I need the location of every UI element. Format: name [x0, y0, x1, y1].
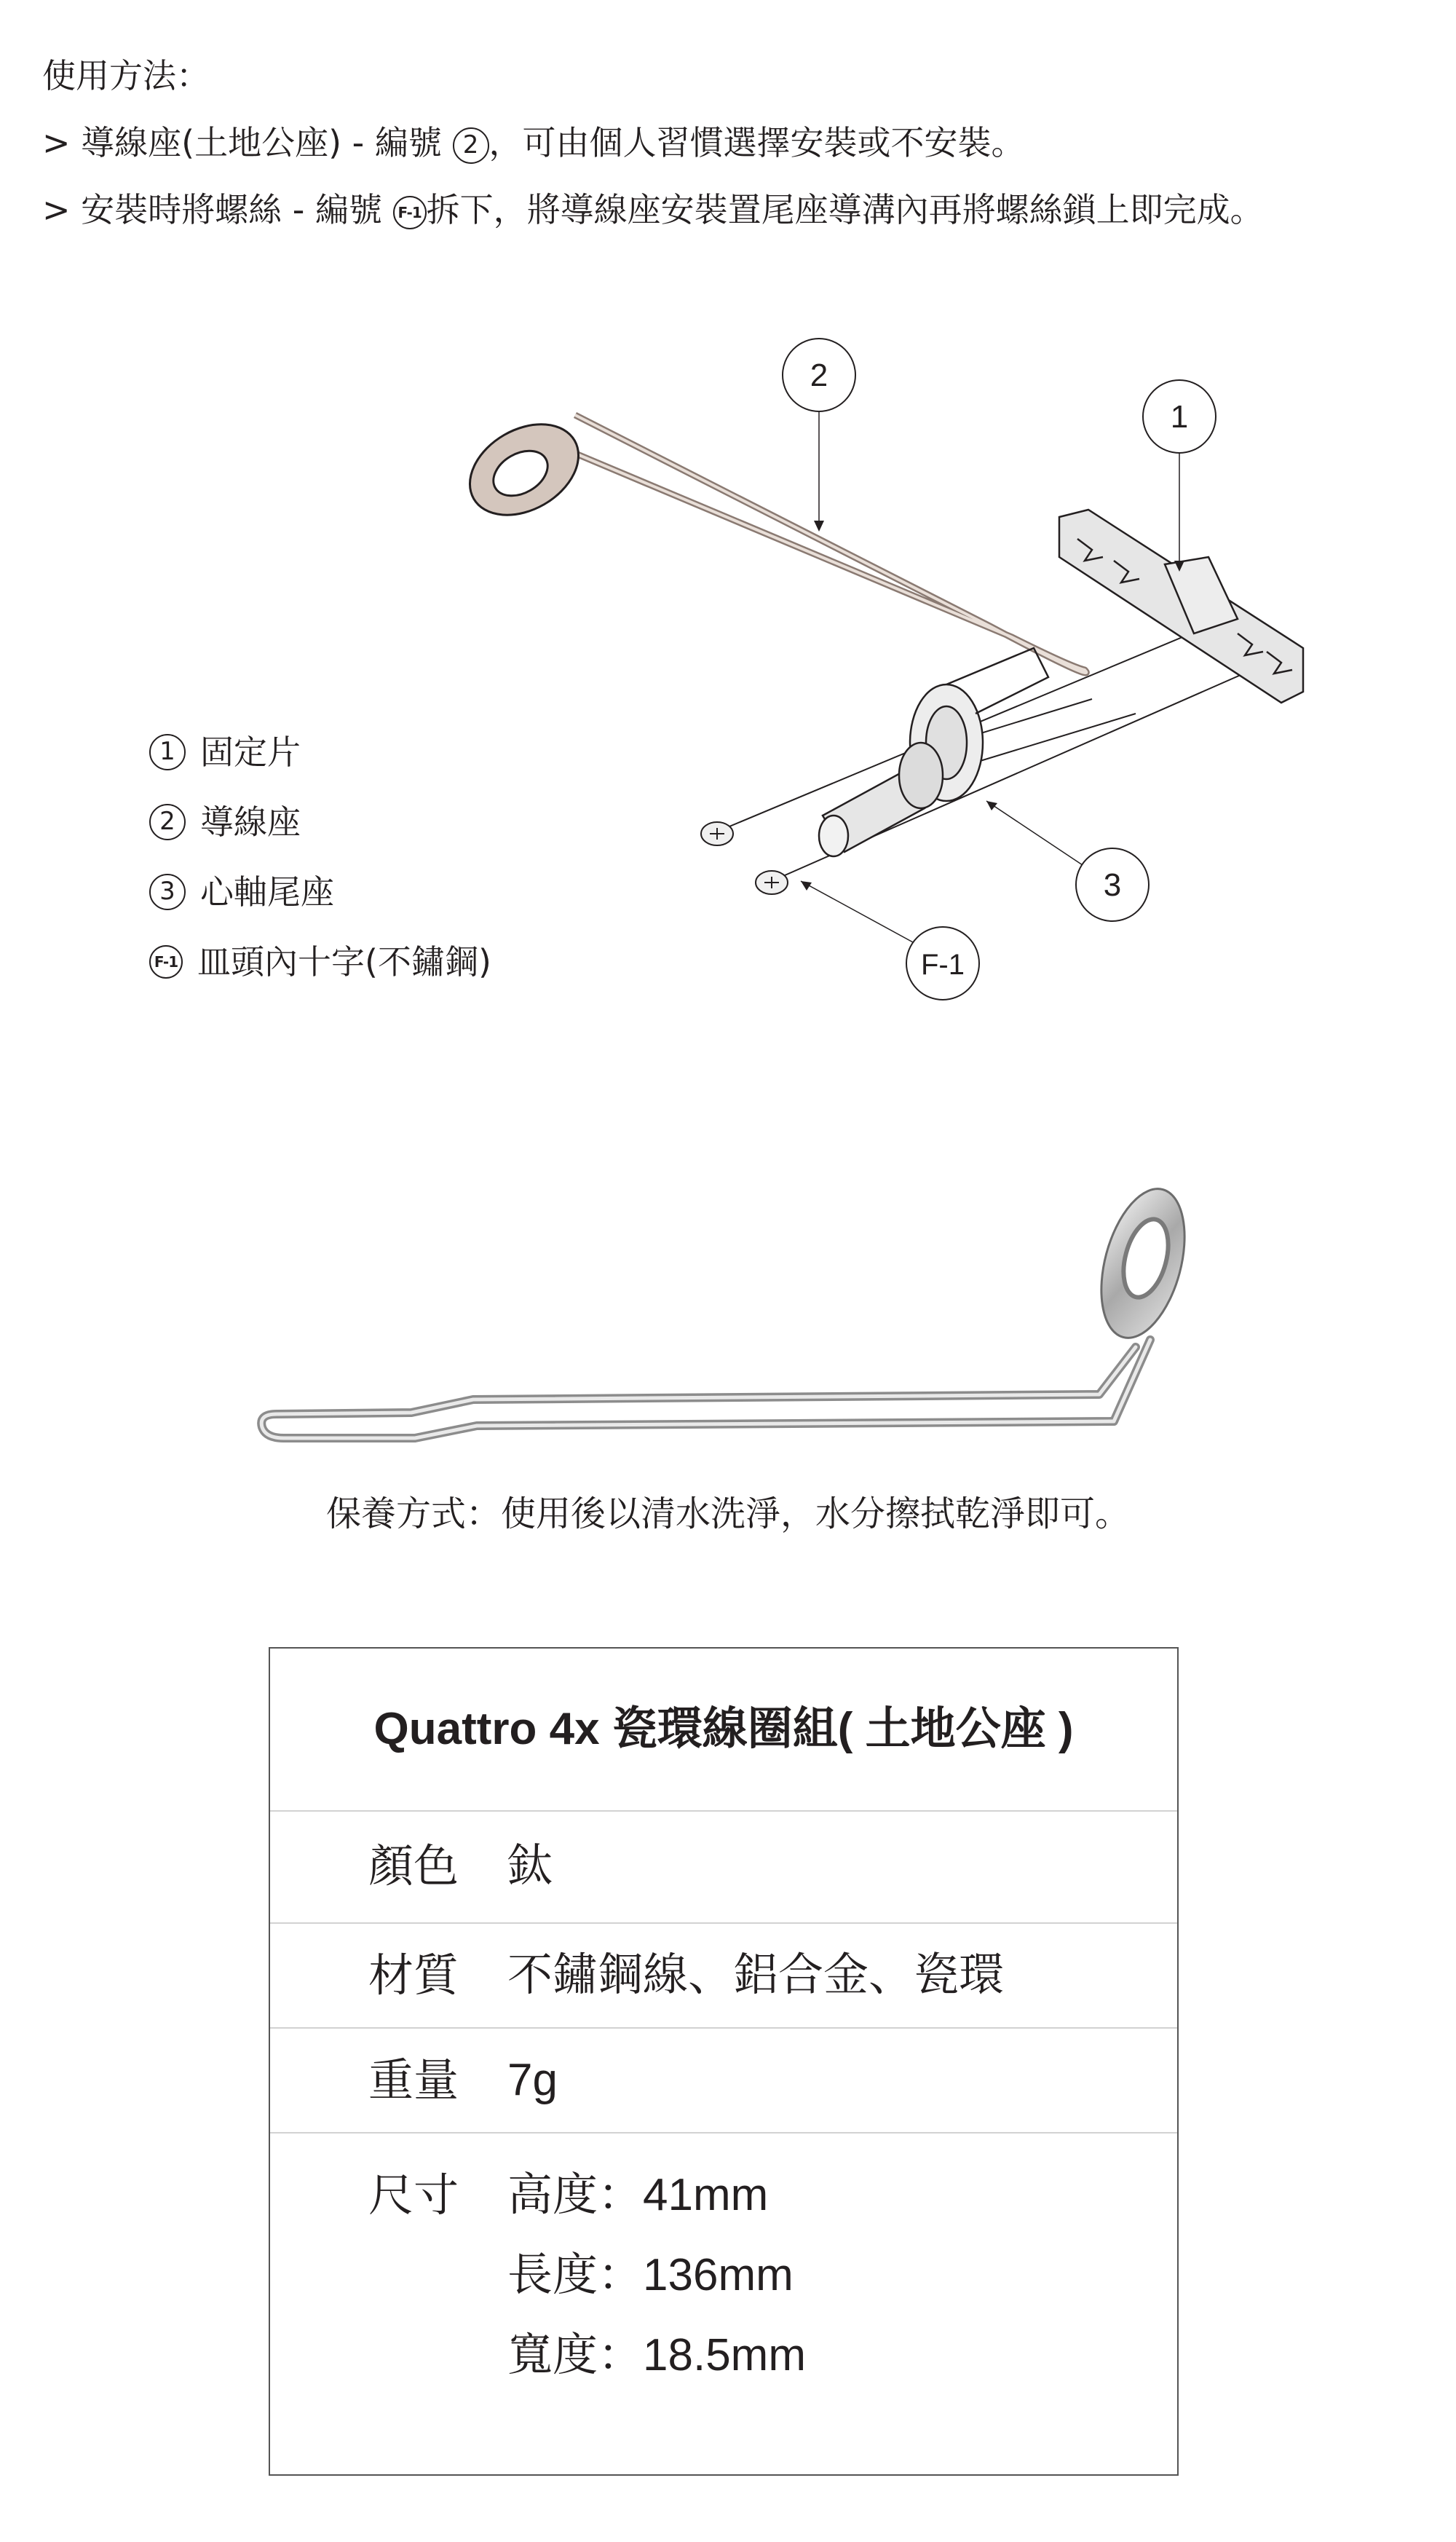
- svg-text:3: 3: [1103, 867, 1122, 903]
- spec-row-color: [270, 1810, 1177, 1922]
- usage-line-2: > 安裝時將螺絲 - 編號 F-1 拆下，將導線座安裝置尾座導溝內再將螺絲鎖上即完成。: [42, 190, 1264, 229]
- spec-size-length: 長度：136mm: [507, 2250, 794, 2300]
- screw-icon: [701, 822, 788, 894]
- usage-instructions: [42, 42, 1264, 243]
- legend-number: 3: [149, 874, 186, 910]
- callout-3: [1076, 848, 1149, 921]
- callout-number-2: 2: [453, 127, 489, 164]
- spec-label: 顏色: [368, 1839, 459, 1892]
- callout-f1: [906, 927, 979, 1000]
- spec-table: [269, 1647, 1179, 2476]
- spec-row-size: [270, 2132, 1177, 2396]
- spec-value: [507, 2155, 806, 2396]
- shaft-tail-seat-part: [819, 648, 1048, 856]
- svg-text:F-1: F-1: [921, 949, 965, 981]
- legend-item: 2 導線座: [149, 787, 491, 857]
- callout-number-f1: F-1: [393, 196, 427, 229]
- spec-row-weight: [270, 2027, 1177, 2132]
- spec-label: 材質: [368, 1949, 459, 2002]
- spec-title: Quattro 4x 瓷環線圈組( 土地公座 ): [373, 1704, 1074, 1754]
- svg-text:2: 2: [810, 358, 828, 393]
- product-photo: [0, 1180, 1456, 1471]
- spec-row-material: [270, 1922, 1177, 2027]
- spec-value: 鈦: [507, 1841, 553, 1891]
- callout-2: [783, 339, 855, 411]
- spec-label: 重量: [368, 2053, 459, 2107]
- line-guide-part: [454, 406, 1086, 673]
- spec-label: 尺寸: [368, 2168, 459, 2222]
- svg-text:1: 1: [1170, 399, 1189, 435]
- legend-item: 3 心軸尾座: [149, 857, 491, 927]
- spec-value: 不鏽鋼線、鋁合金、瓷環: [507, 1950, 1005, 2000]
- legend-number: F-1: [149, 945, 183, 979]
- legend-number: 1: [149, 734, 186, 770]
- usage-line-1: > 導線座(土地公座) - 編號 2 ，可由個人習慣選擇安裝或不安裝。: [42, 123, 1025, 162]
- care-instructions: 保養方式：使用後以清水洗淨，水分擦拭乾淨即可。: [325, 1493, 1130, 1534]
- spec-size-width: 寬度：18.5mm: [507, 2330, 806, 2380]
- legend-number: 2: [149, 804, 186, 840]
- usage-heading: 使用方法：: [42, 56, 210, 95]
- callout-1: [1143, 380, 1216, 453]
- legend-item: 1 固定片: [149, 717, 491, 787]
- legend-item: F-1 皿頭內十字(不鏽鋼): [149, 927, 491, 997]
- spec-value: 7g: [507, 2055, 558, 2105]
- parts-legend: [149, 717, 491, 997]
- spec-size-height: 高度：41mm: [507, 2170, 769, 2220]
